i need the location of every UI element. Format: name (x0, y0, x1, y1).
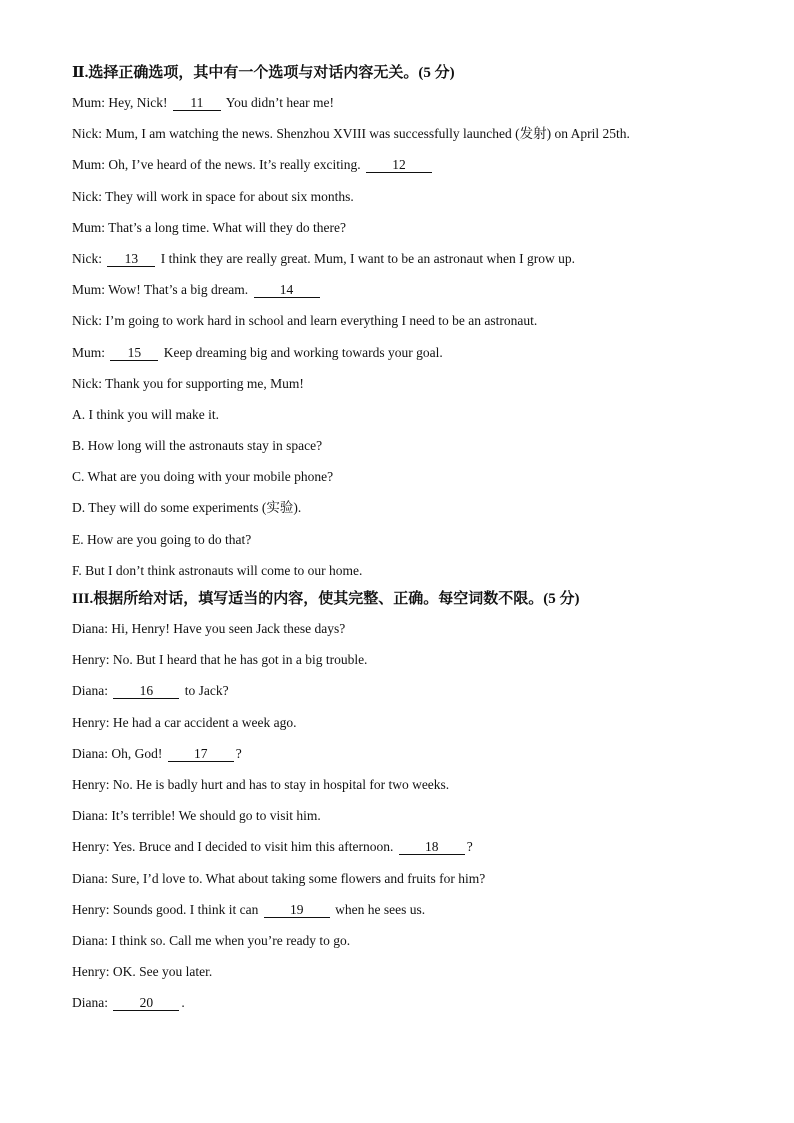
dialogue-line (72, 800, 732, 831)
worksheet-page (72, 60, 732, 1018)
dialogue-line (72, 987, 732, 1018)
line-text: ? (466, 839, 473, 855)
dialogue-line (72, 738, 732, 769)
answer-blank-15[interactable]: 15 (110, 346, 158, 361)
option-e: E. How are you going to do that? (72, 531, 252, 547)
line-text: Diana: Hi, Henry! Have you seen Jack these days? (72, 621, 346, 636)
line-text: Mum: (72, 344, 109, 360)
line-text: Mum: Hey, Nick! (72, 95, 171, 110)
section-2-title: Ⅱ.选择正确选项，其中有一个选项与对话内容无关。(5 分) (72, 65, 455, 81)
dialogue-line (72, 925, 732, 956)
dialogue-line (72, 337, 732, 368)
line-text: Nick: Mum, I am watching the news. Shenzhou XVIII was successfully launched (发射) on April 25th. (72, 126, 630, 142)
dialogue-line (72, 894, 732, 925)
dialogue-line (72, 707, 732, 738)
line-text: Diana: (72, 683, 112, 699)
line-text: ? (235, 745, 242, 761)
line-text: . (181, 995, 185, 1011)
answer-blank-14[interactable]: 14 (254, 283, 320, 298)
dialogue-line (72, 274, 732, 305)
dialogue-line (72, 243, 732, 274)
line-text: Henry: Yes. Bruce and I decided to visit him this afternoon. (72, 839, 397, 855)
line-text: Mum: That’s a long time. What will they do there? (72, 219, 346, 235)
answer-blank-19[interactable]: 19 (264, 903, 330, 918)
line-text: Keep dreaming big and working towards your goal. (160, 344, 443, 360)
line-text: Nick: (72, 250, 106, 266)
line-text: Mum: Wow! That’s a big dream. (72, 282, 252, 298)
line-text: Henry: He had a car accident a week ago. (72, 714, 297, 730)
section-2 (72, 60, 732, 586)
option-f: F. But I don’t think astronauts will come to our home. (72, 562, 363, 578)
option-d: D. They will do some experiments (实验). (72, 500, 302, 516)
dialogue-line (72, 644, 732, 675)
dialogue-line (72, 305, 732, 336)
option-b: B. How long will the astronauts stay in space? (72, 438, 323, 454)
line-text: when he sees us. (331, 901, 426, 917)
answer-blank-11[interactable]: 11 (173, 96, 221, 111)
answer-blank-20[interactable]: 20 (113, 996, 179, 1011)
dialogue-line (72, 956, 732, 987)
line-text: Henry: OK. See you later. (72, 964, 213, 980)
answer-blank-18[interactable]: 18 (399, 840, 465, 855)
line-text: Diana: Oh, God! (72, 745, 166, 761)
line-text: Diana: I think so. Call me when you’re ready to go. (72, 932, 351, 948)
answer-blank-17[interactable]: 17 (168, 747, 234, 762)
line-text: Diana: (72, 995, 112, 1011)
dialogue-line (72, 863, 732, 894)
line-text: Nick: They will work in space for about six months. (72, 188, 354, 204)
line-text: Diana: Sure, I’d love to. What about taking some flowers and fruits for him? (72, 870, 486, 886)
line-text: I think they are really great. Mum, I want to be an astronaut when I grow up. (157, 250, 575, 266)
dialogue-line (72, 769, 732, 800)
option-a: A. I think you will make it. (72, 406, 219, 422)
dialogue-line (72, 613, 732, 644)
line-text: You didn’t hear me! (222, 95, 334, 110)
section-3 (72, 586, 732, 1018)
dialogue-line (72, 149, 732, 180)
dialogue-line (72, 368, 732, 399)
line-text: Henry: No. But I heard that he has got in a big trouble. (72, 652, 368, 668)
line-text: Nick: Thank you for supporting me, Mum! (72, 375, 304, 391)
dialogue-line (72, 675, 732, 706)
line-text: Henry: No. He is badly hurt and has to stay in hospital for two weeks. (72, 776, 450, 792)
section-3-title: III.根据所给对话，填写适当的内容，使其完整、正确。每空词数不限。(5 分) (72, 591, 580, 607)
line-text: Diana: It’s terrible! We should go to visit him. (72, 808, 321, 824)
answer-blank-12[interactable]: 12 (366, 158, 432, 173)
line-text: Nick: I’m going to work hard in school and learn everything I need to be an astronaut. (72, 313, 538, 329)
dialogue-line (72, 212, 732, 243)
line-text: to Jack? (181, 683, 229, 699)
answer-blank-16[interactable]: 16 (113, 684, 179, 699)
answer-blank-13[interactable]: 13 (107, 252, 155, 267)
line-text: Mum: Oh, I’ve heard of the news. It’s really exciting. (72, 157, 365, 173)
dialogue-line (72, 831, 732, 862)
dialogue-line (72, 118, 732, 149)
dialogue-line (72, 181, 732, 212)
line-text: Henry: Sounds good. I think it can (72, 901, 262, 917)
option-c: C. What are you doing with your mobile phone? (72, 469, 334, 485)
dialogue-line (72, 87, 732, 118)
